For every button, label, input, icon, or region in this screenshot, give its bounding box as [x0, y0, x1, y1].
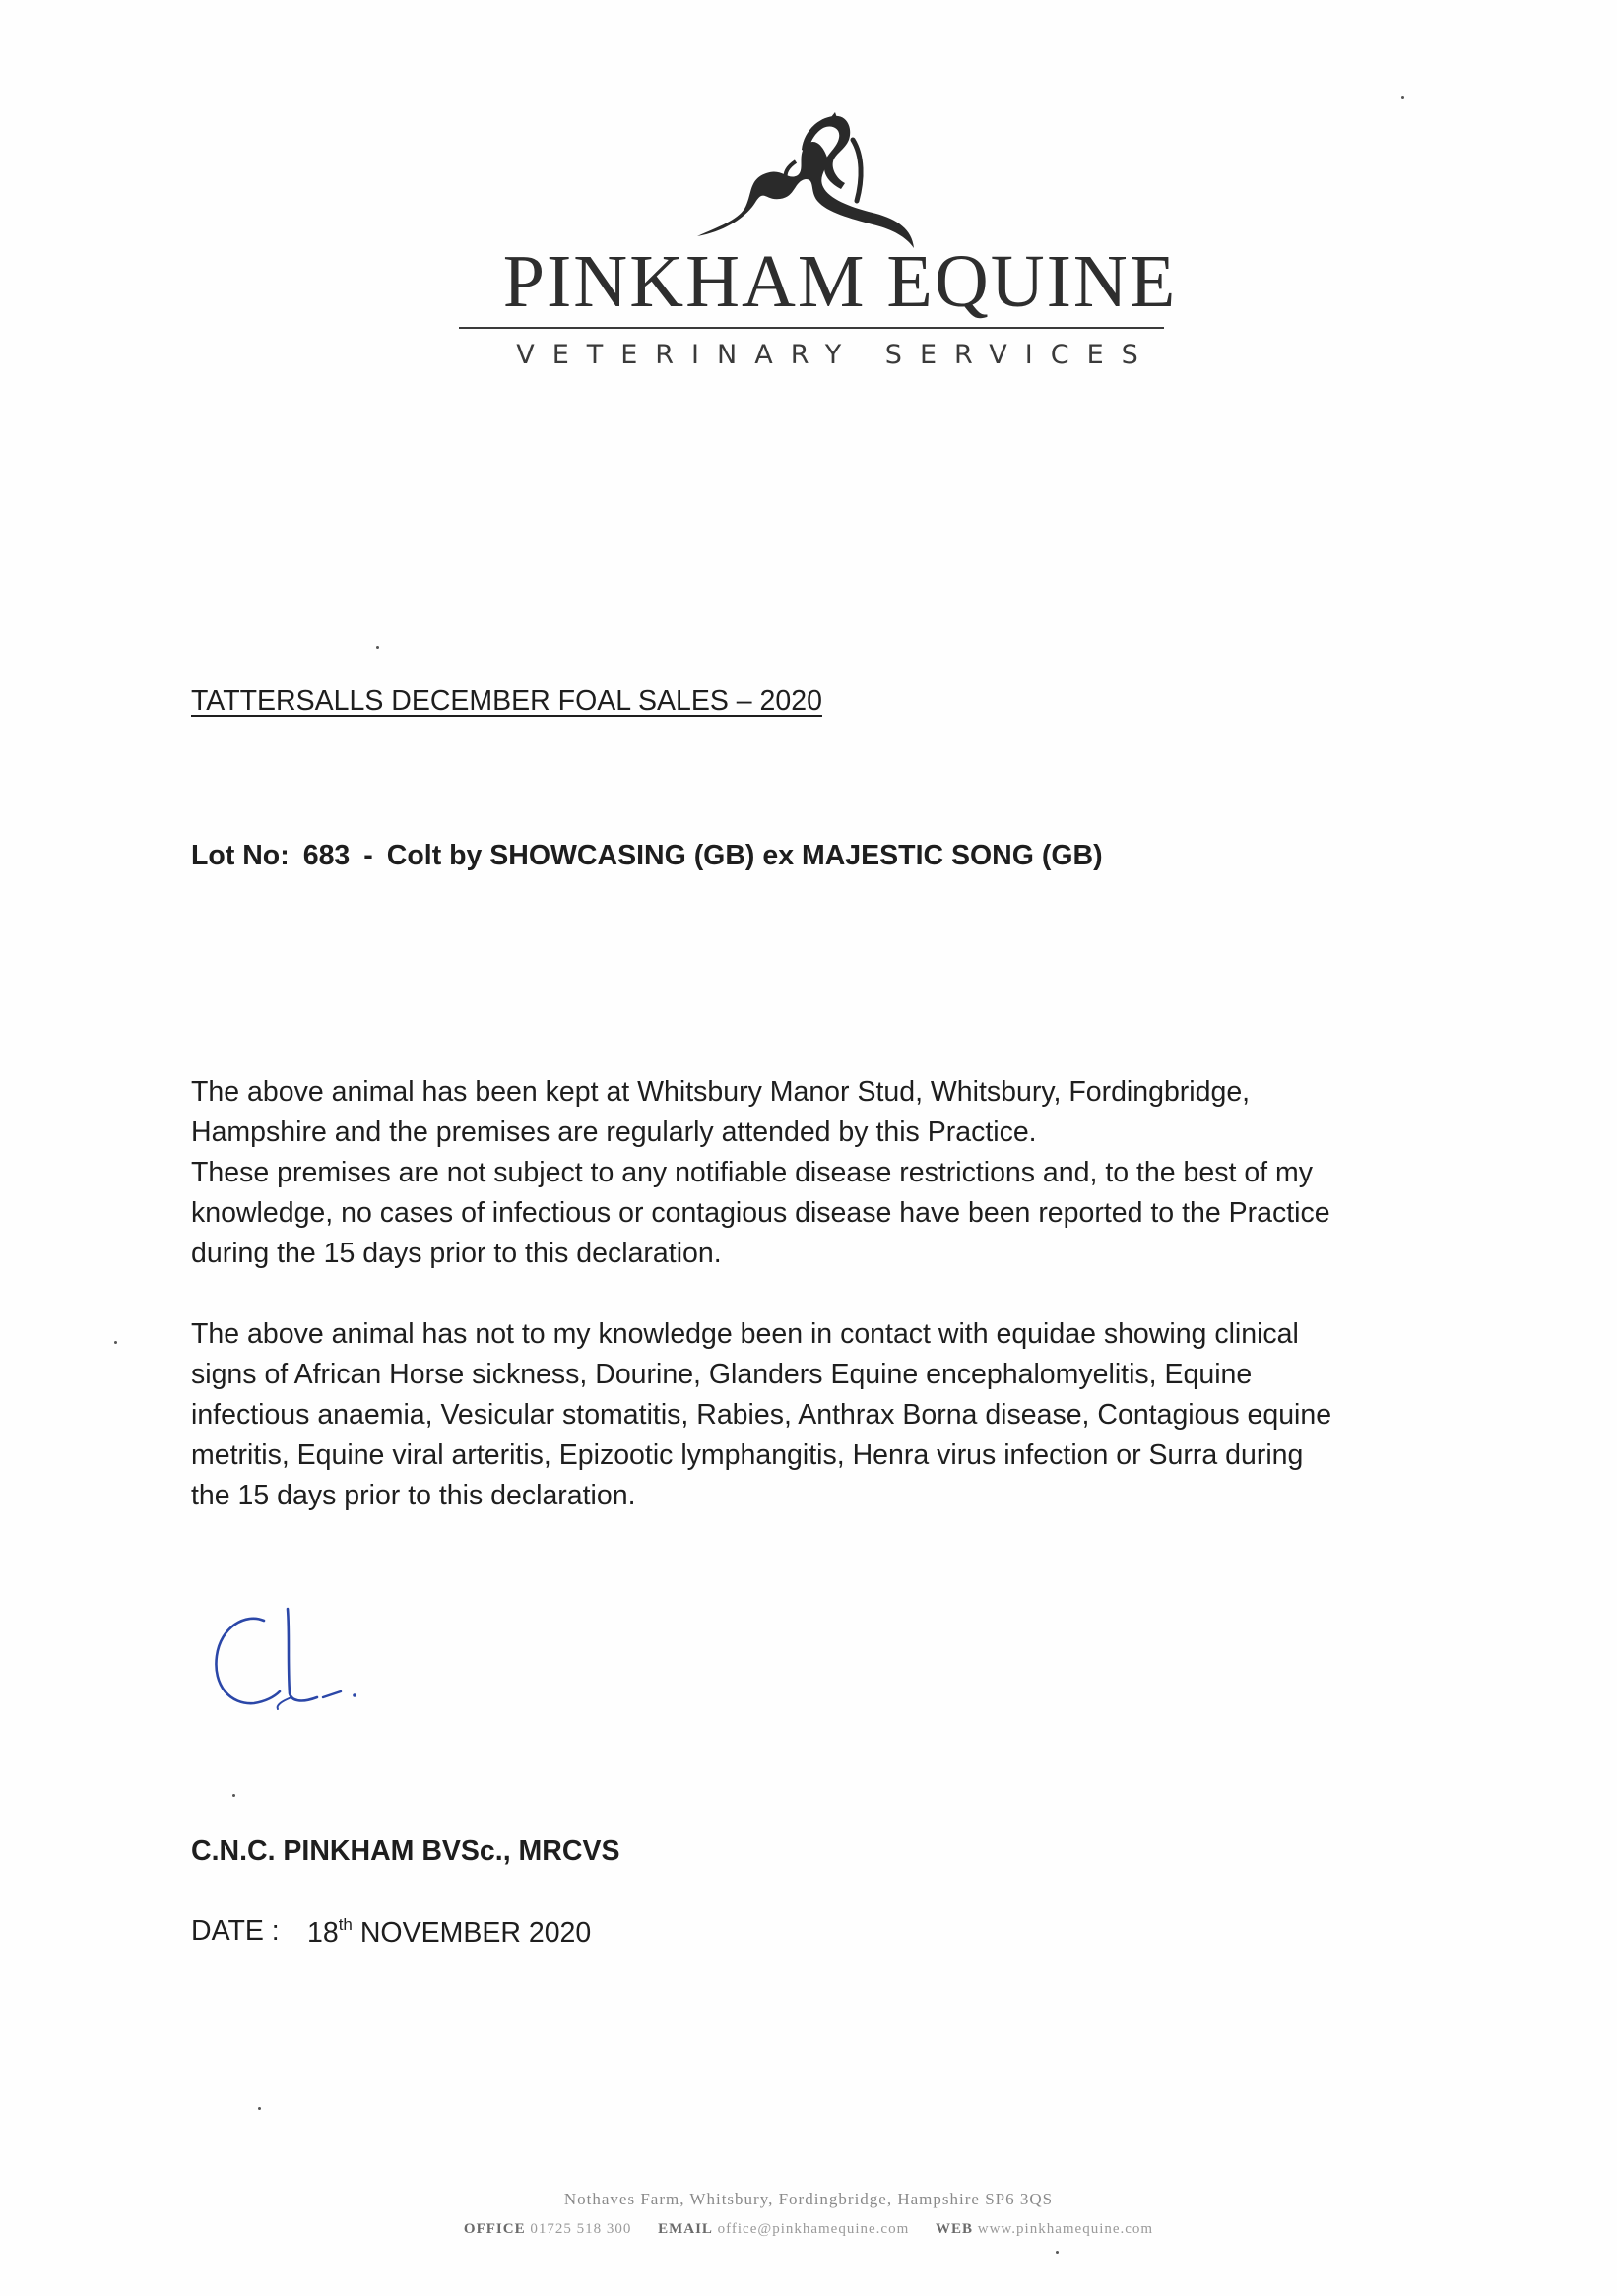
- footer-contact: [0, 2221, 1617, 2238]
- paragraph-line: the 15 days prior to this declaration.: [191, 1480, 636, 1511]
- footer-address: Nothaves Farm, Whitsbury, Fordingbridge, Hampshire SP6 3QS: [563, 2190, 1054, 2208]
- office-label: OFFICE: [463, 2221, 526, 2237]
- scan-speck: [376, 646, 379, 649]
- email-address: office@pinkhamequine.com: [717, 2221, 910, 2237]
- web-address: www.pinkhamequine.com: [977, 2221, 1154, 2237]
- paragraph-line: metritis, Equine viral arteritis, Epizootic lymphangitis, Henra virus infection or Surra during: [191, 1439, 1304, 1471]
- signer-name: C.N.C. PINKHAM BVSc., MRCVS: [191, 1835, 620, 1867]
- scan-speck: [114, 1341, 117, 1344]
- brand-divider: [459, 327, 1164, 329]
- brand-subtitle: VETERINARY SERVICES: [516, 340, 1156, 370]
- date-day: 18: [307, 1917, 339, 1948]
- date-suffix: th: [338, 1915, 353, 1934]
- lot-separator: -: [363, 840, 373, 871]
- scan-speck: [232, 1794, 235, 1797]
- paragraph-line: The above animal has been kept at Whitsbury Manor Stud, Whitsbury, Fordingbridge,: [191, 1076, 1251, 1108]
- paragraph-line: Hampshire and the premises are regularly attended by this Practice.: [191, 1116, 1037, 1148]
- date-value: [307, 1915, 591, 1949]
- rearing-horse-icon: [679, 110, 945, 258]
- disease-contact-paragraph: [191, 1314, 1471, 1516]
- date-label: DATE :: [191, 1915, 280, 1946]
- scan-speck: [258, 2107, 261, 2110]
- paragraph-line: These premises are not subject to any notifiable disease restrictions and, to the best of my: [191, 1157, 1314, 1188]
- paragraph-line: during the 15 days prior to this declaration.: [191, 1238, 722, 1269]
- email-label: EMAIL: [658, 2221, 713, 2237]
- paragraph-line: signs of African Horse sickness, Dourine, Glanders Equine encephalomyelitis, Equine: [191, 1359, 1253, 1390]
- paragraph-line: infectious anaemia, Vesicular stomatitis, Rabies, Anthrax Borna disease, Contagious equine: [191, 1399, 1332, 1431]
- lot-description: Colt by SHOWCASING (GB) ex MAJESTIC SONG (GB): [386, 840, 1103, 871]
- web-label: WEB: [936, 2221, 974, 2237]
- document-heading: TATTERSALLS DECEMBER FOAL SALES – 2020: [191, 685, 822, 717]
- scan-speck: [1401, 96, 1404, 99]
- brand-name: PINKHAM EQUINE: [502, 240, 1178, 323]
- office-phone: 01725 518 300: [530, 2221, 632, 2237]
- lot-number: 683: [302, 840, 351, 871]
- scan-speck: [1056, 2251, 1059, 2254]
- premises-paragraph: [191, 1072, 1471, 1274]
- lot-label: Lot No:: [191, 840, 290, 871]
- date-month-year: NOVEMBER 2020: [359, 1917, 592, 1948]
- lot-line: [191, 840, 1103, 872]
- handwritten-signature: [207, 1603, 423, 1741]
- paragraph-line: The above animal has not to my knowledge been in contact with equidae showing clinical: [191, 1318, 1299, 1350]
- paragraph-line: knowledge, no cases of infectious or contagious disease have been reported to the Practice: [191, 1197, 1330, 1229]
